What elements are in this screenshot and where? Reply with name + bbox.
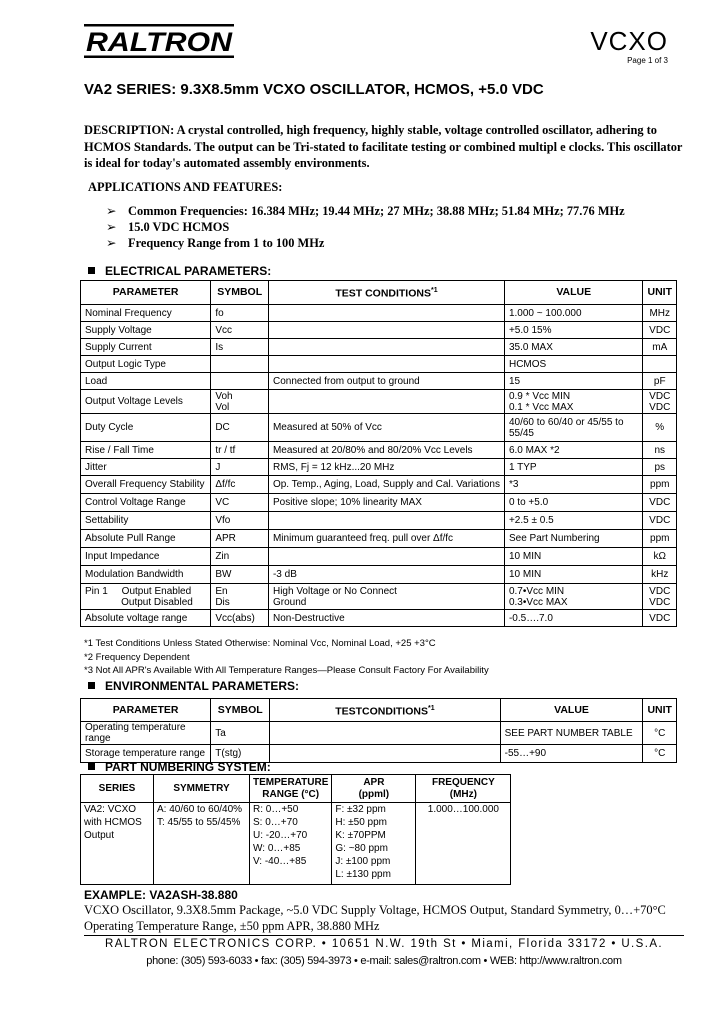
- cell-cond: Measured at 50% of Vcc: [268, 414, 504, 442]
- cell-sym: DC: [211, 414, 269, 442]
- table-row: [81, 476, 677, 494]
- cell-value: +2.5 ± 0.5: [504, 512, 643, 530]
- raltron-logo: [84, 24, 234, 58]
- part-numbering-heading: PART NUMBERING SYSTEM:: [88, 760, 271, 774]
- table-row: [81, 459, 677, 476]
- temperature-line: V: -40…+85: [253, 856, 307, 867]
- cell-unit: mA: [643, 339, 677, 356]
- cell-cond: [268, 512, 504, 530]
- feature-item: ➢ Common Frequencies: 16.384 MHz; 19.44 MHz; 27 MHz; 38.88 MHz; 51.84 MHz; 77.76 MHz: [106, 204, 625, 218]
- table-row: [81, 512, 677, 530]
- cell-sym: fo: [211, 305, 269, 322]
- series-line: VA2: VCXO: [84, 804, 137, 815]
- cell-param: Settability: [81, 512, 211, 530]
- description: DESCRIPTION: A crystal controlled, high frequency, highly stable, voltage controlled oscillator, adhering to HCMOS Standards. The output can be Tri-stated to facilitate testing or combined multipl e clocks. This oscillator is ideal for today's automated assembly environments.: [84, 123, 683, 170]
- table-row: [81, 566, 677, 584]
- cell-param: Jitter: [81, 459, 211, 476]
- symmetry-line: T: 45/55 to 55/45%: [157, 817, 241, 828]
- col-header: SYMBOL: [211, 281, 269, 305]
- table-row: [81, 322, 677, 339]
- cell-cond: [268, 322, 504, 339]
- footnote: *2 Frequency Dependent: [84, 652, 190, 663]
- col-header: VALUE: [500, 699, 643, 722]
- cell-unit: pF: [643, 373, 677, 390]
- cell-unit: kHz: [643, 566, 677, 584]
- table-row: [81, 610, 677, 627]
- frequency-line: 1.000…100.000: [427, 804, 499, 815]
- col-header: VALUE: [504, 281, 643, 305]
- table-row: [81, 414, 677, 442]
- cell-value: -0.5….7.0: [504, 610, 643, 627]
- cell-unit: kΩ: [643, 548, 677, 566]
- table-row: [81, 530, 677, 548]
- table-row: [81, 356, 677, 373]
- apr-line: H: ±50 ppm: [335, 817, 387, 828]
- frequency-cell: [416, 803, 511, 885]
- cell-sym: BW: [211, 566, 269, 584]
- cell-value: 10 MIN: [504, 548, 643, 566]
- cell-param: Overall Frequency Stability: [81, 476, 211, 494]
- cell-param: Rise / Fall Time: [81, 442, 211, 459]
- cell-param: Supply Current: [81, 339, 211, 356]
- col-header: SYMMETRY: [154, 775, 250, 803]
- electrical-parameters-table: [80, 280, 677, 627]
- table-row: [81, 584, 677, 610]
- square-bullet-icon: [88, 267, 95, 274]
- temperature-cell: [250, 803, 332, 885]
- col-header: TEST CONDITIONS$^{*1}$: [268, 281, 504, 305]
- product-code: VCXO: [590, 26, 668, 56]
- cell-param: Modulation Bandwidth: [81, 566, 211, 584]
- arrow-bullet-icon: ➢: [106, 220, 117, 234]
- table-row: [81, 494, 677, 512]
- cell-param: Duty Cycle: [81, 414, 211, 442]
- col-header: TESTCONDITIONS$^{*1}$: [270, 699, 500, 722]
- cell-value: +5.0 15%: [504, 322, 643, 339]
- part-numbering-table: [80, 774, 511, 885]
- table-row: Operating temperature range Ta SEE PART NUMBER TABLE °C: [81, 722, 677, 745]
- cell-sym: En Dis: [211, 584, 269, 610]
- col-header: SERIES: [81, 775, 154, 803]
- cell-sym: Zin: [211, 548, 269, 566]
- table-row: [81, 305, 677, 322]
- cell-param: Absolute voltage range: [81, 610, 211, 627]
- cell-value: 35.0 MAX: [504, 339, 643, 356]
- cell-param: Nominal Frequency: [81, 305, 211, 322]
- symmetry-cell: [154, 803, 250, 885]
- col-header: PARAMETER: [81, 699, 211, 722]
- col-header: UNIT: [643, 281, 677, 305]
- cell-cond: Non-Destructive: [268, 610, 504, 627]
- cell-cond: Op. Temp., Aging, Load, Supply and Cal. Variations: [268, 476, 504, 494]
- cell-sym: Voh Vol: [211, 390, 269, 414]
- cell-cond: Measured at 20/80% and 80/20% Vcc Levels: [268, 442, 504, 459]
- cell-param: Output Logic Type: [81, 356, 211, 373]
- symmetry-line: A: 40/60 to 60/40%: [157, 804, 243, 815]
- cell-value: 40/60 to 60/40 or 45/55 to 55/45: [504, 414, 643, 442]
- cell-param: Control Voltage Range: [81, 494, 211, 512]
- cell-sym: Is: [211, 339, 269, 356]
- cell-unit: VDC: [643, 512, 677, 530]
- cell-unit: ns: [643, 442, 677, 459]
- table-row: [81, 373, 677, 390]
- table-row: [81, 442, 677, 459]
- series-cell: [81, 803, 154, 885]
- cell-sym: Vfo: [211, 512, 269, 530]
- cell-value: See Part Numbering: [504, 530, 643, 548]
- footnote: *1 Test Conditions Unless Stated Otherwise: Nominal Vcc, Nominal Load, +25 +3°C: [84, 638, 436, 649]
- apr-line: J: ±100 ppm: [335, 856, 391, 867]
- environmental-heading: ENVIRONMENTAL PARAMETERS:: [88, 679, 299, 693]
- company-contact: phone: (305) 593-6033 • fax: (305) 594-3973 • e-mail: sales@raltron.com • WEB: http://www.raltron.com: [146, 955, 622, 967]
- cell-cond: -3 dB: [268, 566, 504, 584]
- cell-value: 6.0 MAX *2: [504, 442, 643, 459]
- cell-sym: Δf/fc: [211, 476, 269, 494]
- example-text: VCXO Oscillator, 9.3X8.5mm Package, ~5.0 VDC Supply Voltage, HCMOS Output, Standard Symmetry, 0…+70°C Operating Temperature Range, ±50 ppm APR, 38.880 MHz: [84, 903, 666, 933]
- apr-cell: [332, 803, 416, 885]
- col-header: UNIT: [643, 699, 677, 722]
- apr-line: K: ±70PPM: [335, 830, 386, 841]
- cell-value: 1 TYP: [504, 459, 643, 476]
- applications-heading: APPLICATIONS AND FEATURES:: [88, 180, 283, 194]
- col-header: APR (ppml): [332, 775, 416, 803]
- temperature-line: S: 0…+70: [253, 817, 298, 828]
- temperature-line: W: 0…+85: [253, 843, 301, 854]
- cell-unit: VDC: [643, 610, 677, 627]
- col-header: TEMPERATURE RANGE (°C): [250, 775, 332, 803]
- cell-unit: ppm: [643, 476, 677, 494]
- apr-line: F: ±32 ppm: [335, 804, 386, 815]
- cell-unit: ps: [643, 459, 677, 476]
- cell-param: Load: [81, 373, 211, 390]
- cell-cond: [268, 339, 504, 356]
- cell-unit: VDC: [643, 322, 677, 339]
- cell-sym: Vcc: [211, 322, 269, 339]
- cell-sym: APR: [211, 530, 269, 548]
- cell-cond: Connected from output to ground: [268, 373, 504, 390]
- cell-value: 10 MIN: [504, 566, 643, 584]
- cell-cond: High Voltage or No Connect Ground: [268, 584, 504, 610]
- cell-unit: VDC VDC: [643, 390, 677, 414]
- table-row: [81, 339, 677, 356]
- cell-cond: [268, 305, 504, 322]
- apr-line: L: ±130 ppm: [335, 869, 391, 880]
- cell-param: Input Impedance: [81, 548, 211, 566]
- cell-sym: VC: [211, 494, 269, 512]
- temperature-line: R: 0…+50: [253, 804, 299, 815]
- cell-cond: Positive slope; 10% linearity MAX: [268, 494, 504, 512]
- cell-unit: VDC VDC: [643, 584, 677, 610]
- col-header: PARAMETER: [81, 281, 211, 305]
- feature-item: ➢ Frequency Range from 1 to 100 MHz: [106, 236, 325, 250]
- page-title: VA2 SERIES: 9.3X8.5mm VCXO OSCILLATOR, HCMOS, +5.0 VDC: [84, 81, 544, 98]
- example-label: EXAMPLE: VA2ASH-38.880: [84, 888, 238, 902]
- arrow-bullet-icon: ➢: [106, 204, 117, 218]
- table-row: [81, 390, 677, 414]
- cell-param: Absolute Pull Range: [81, 530, 211, 548]
- arrow-bullet-icon: ➢: [106, 236, 117, 250]
- electrical-heading: ELECTRICAL PARAMETERS:: [88, 264, 271, 278]
- cell-sym: [211, 373, 269, 390]
- series-line: with HCMOS: [84, 817, 142, 828]
- cell-value: 15: [504, 373, 643, 390]
- cell-value: 0.9 * Vcc MIN 0.1 * Vcc MAX: [504, 390, 643, 414]
- table-row: [81, 548, 677, 566]
- cell-value: 0.7•Vcc MIN 0.3•Vcc MAX: [504, 584, 643, 610]
- col-header: SYMBOL: [211, 699, 270, 722]
- square-bullet-icon: [88, 763, 95, 770]
- series-line: Output: [84, 830, 115, 841]
- cell-value: HCMOS: [504, 356, 643, 373]
- cell-cond: Minimum guaranteed freq. pull over Δf/fc: [268, 530, 504, 548]
- cell-unit: MHz: [643, 305, 677, 322]
- footnote: *3 Not All APR's Available With All Temperature Ranges—Please Consult Factory For Availability: [84, 665, 489, 676]
- cell-unit: ppm: [643, 530, 677, 548]
- cell-value: *3: [504, 476, 643, 494]
- cell-unit: [643, 356, 677, 373]
- table-row: Storage temperature range T(stg) -55…+90 °C: [81, 745, 677, 763]
- cell-unit: %: [643, 414, 677, 442]
- cell-cond: [268, 356, 504, 373]
- page-number: Page 1 of 3: [627, 56, 668, 65]
- col-header: FREQUENCY (MHz): [416, 775, 511, 803]
- cell-unit: VDC: [643, 494, 677, 512]
- cell-cond: [268, 390, 504, 414]
- environmental-parameters-table: [80, 698, 677, 763]
- cell-param: Output Voltage Levels: [81, 390, 211, 414]
- cell-sym: tr / tf: [211, 442, 269, 459]
- cell-cond: [268, 548, 504, 566]
- apr-line: G: ~80 ppm: [335, 843, 388, 854]
- feature-item: ➢ 15.0 VDC HCMOS: [106, 220, 230, 234]
- cell-param: Supply Voltage: [81, 322, 211, 339]
- cell-value: 1.000 ~ 100.000: [504, 305, 643, 322]
- cell-cond: RMS, Fj = 12 kHz...20 MHz: [268, 459, 504, 476]
- cell-value: 0 to +5.0: [504, 494, 643, 512]
- temperature-line: U: -20…+70: [253, 830, 308, 841]
- cell-param: Pin 1 Output Enabled Output Disabled: [81, 584, 211, 610]
- cell-sym: J: [211, 459, 269, 476]
- company-address: RALTRON ELECTRONICS CORP. • 10651 N.W. 19th St • Miami, Florida 33172 • U.S.A.: [104, 938, 663, 950]
- square-bullet-icon: [88, 682, 95, 689]
- logo-text: RALTRON: [86, 27, 233, 57]
- cell-sym: Vcc(abs): [211, 610, 269, 627]
- cell-sym: [211, 356, 269, 373]
- footer-divider: [84, 935, 684, 936]
